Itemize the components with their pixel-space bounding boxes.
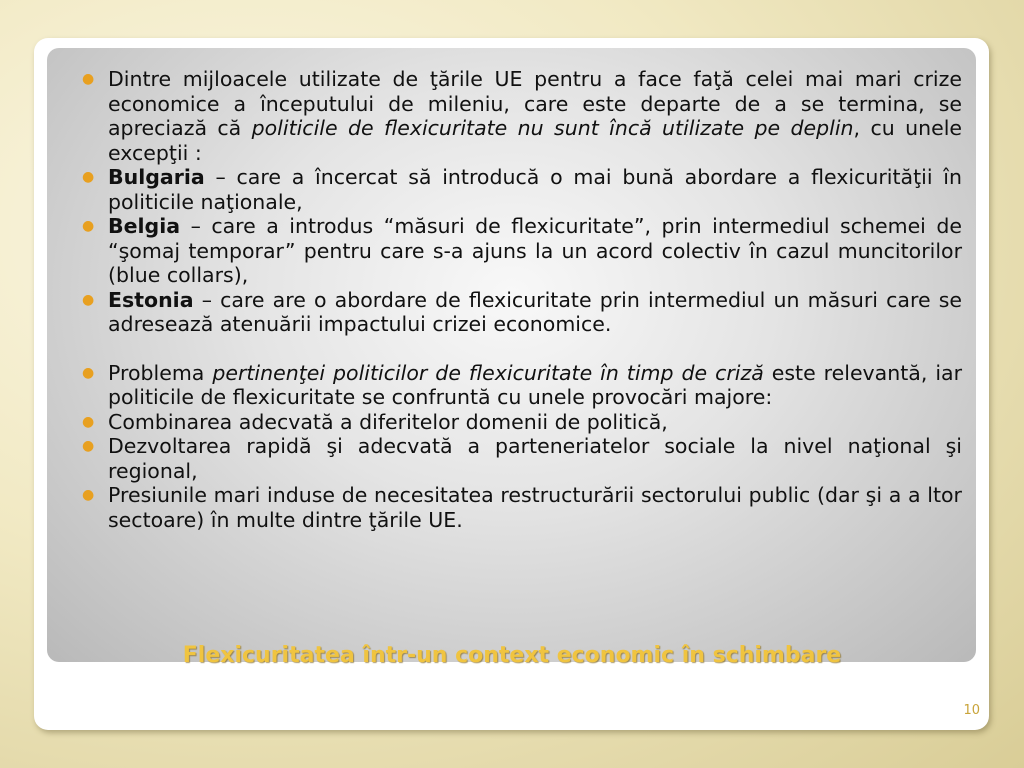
bullet-icon: ●: [82, 71, 95, 87]
bullet-item-belgia: [82, 214, 962, 288]
bullet-icon: ●: [82, 438, 95, 454]
bullet-text: – care a introdus “măsuri de flexicuritate”, prin intermediul schemei de “şomaj temporar” pentru care s-a ajuns la un acord colectiv în cazul muncitorilor (blue collars),: [108, 214, 962, 287]
bullet-item-presiunile: [82, 483, 962, 532]
bullet-text: – care a încercat să introducă o mai bună abordare a flexicurităţii în politicile naţionale,: [108, 165, 962, 214]
country-name: Estonia: [108, 287, 194, 312]
bullet-item-combinarea: [82, 410, 962, 435]
bullet-icon: ●: [82, 169, 95, 185]
country-name: Belgia: [108, 214, 181, 238]
page-number: 10: [963, 703, 980, 718]
bullet-icon: ●: [82, 291, 95, 308]
bullet-emphasis: politicile de flexicuritate nu sunt încă utilizate pe deplin: [251, 116, 854, 140]
bullet-text: Presiunile mari induse de necesitatea restructurării sectorului public (dar şi a a ltor sectoare) în multe dintre ţările UE.: [108, 483, 962, 532]
country-name: Bulgaria: [108, 165, 205, 189]
bullet-item-intro: [82, 67, 962, 165]
bullet-item-problema: [82, 361, 962, 410]
bullet-text: Combinarea adecvată a diferitelor domenii de politică,: [108, 409, 668, 434]
slide-title: Flexicuritatea într-un context economic în schimbare: [182, 643, 842, 668]
bullet-text: – care are o abordare de flexicuritate prin intermediul un măsuri care se adresează atenuării impactului crizei economice.: [108, 287, 962, 336]
bullet-icon: ●: [82, 487, 95, 503]
bullet-icon: ●: [82, 413, 95, 430]
bullet-text: Dezvoltarea rapidă şi adecvată a parteneriatelor sociale la nivel naţional şi regional,: [108, 434, 962, 483]
bullet-text: este relevantă, iar politicile de flexicuritate se confruntă cu unele provocări majore:: [108, 360, 963, 409]
bullet-list: [82, 67, 962, 532]
bullet-text: Dintre mijloacele utilizate de ţările UE pentru a face faţă celei mai mari crize economice a începutului de mileniu, care este departe de a se termina, se apreciază că: [108, 67, 962, 140]
bullet-text: , cu unele excepţii :: [108, 116, 962, 165]
bullet-text: Problema: [108, 360, 213, 385]
bullet-item-dezvoltarea: [82, 434, 962, 483]
bullet-emphasis: pertinenţei politicilor de flexicuritate în timp de criză: [212, 360, 764, 385]
spacer: [82, 337, 962, 361]
bullet-item-bulgaria: [82, 165, 962, 214]
bullet-item-estonia: [82, 288, 962, 337]
bullet-icon: ●: [82, 364, 95, 381]
bullet-icon: ●: [82, 218, 95, 234]
